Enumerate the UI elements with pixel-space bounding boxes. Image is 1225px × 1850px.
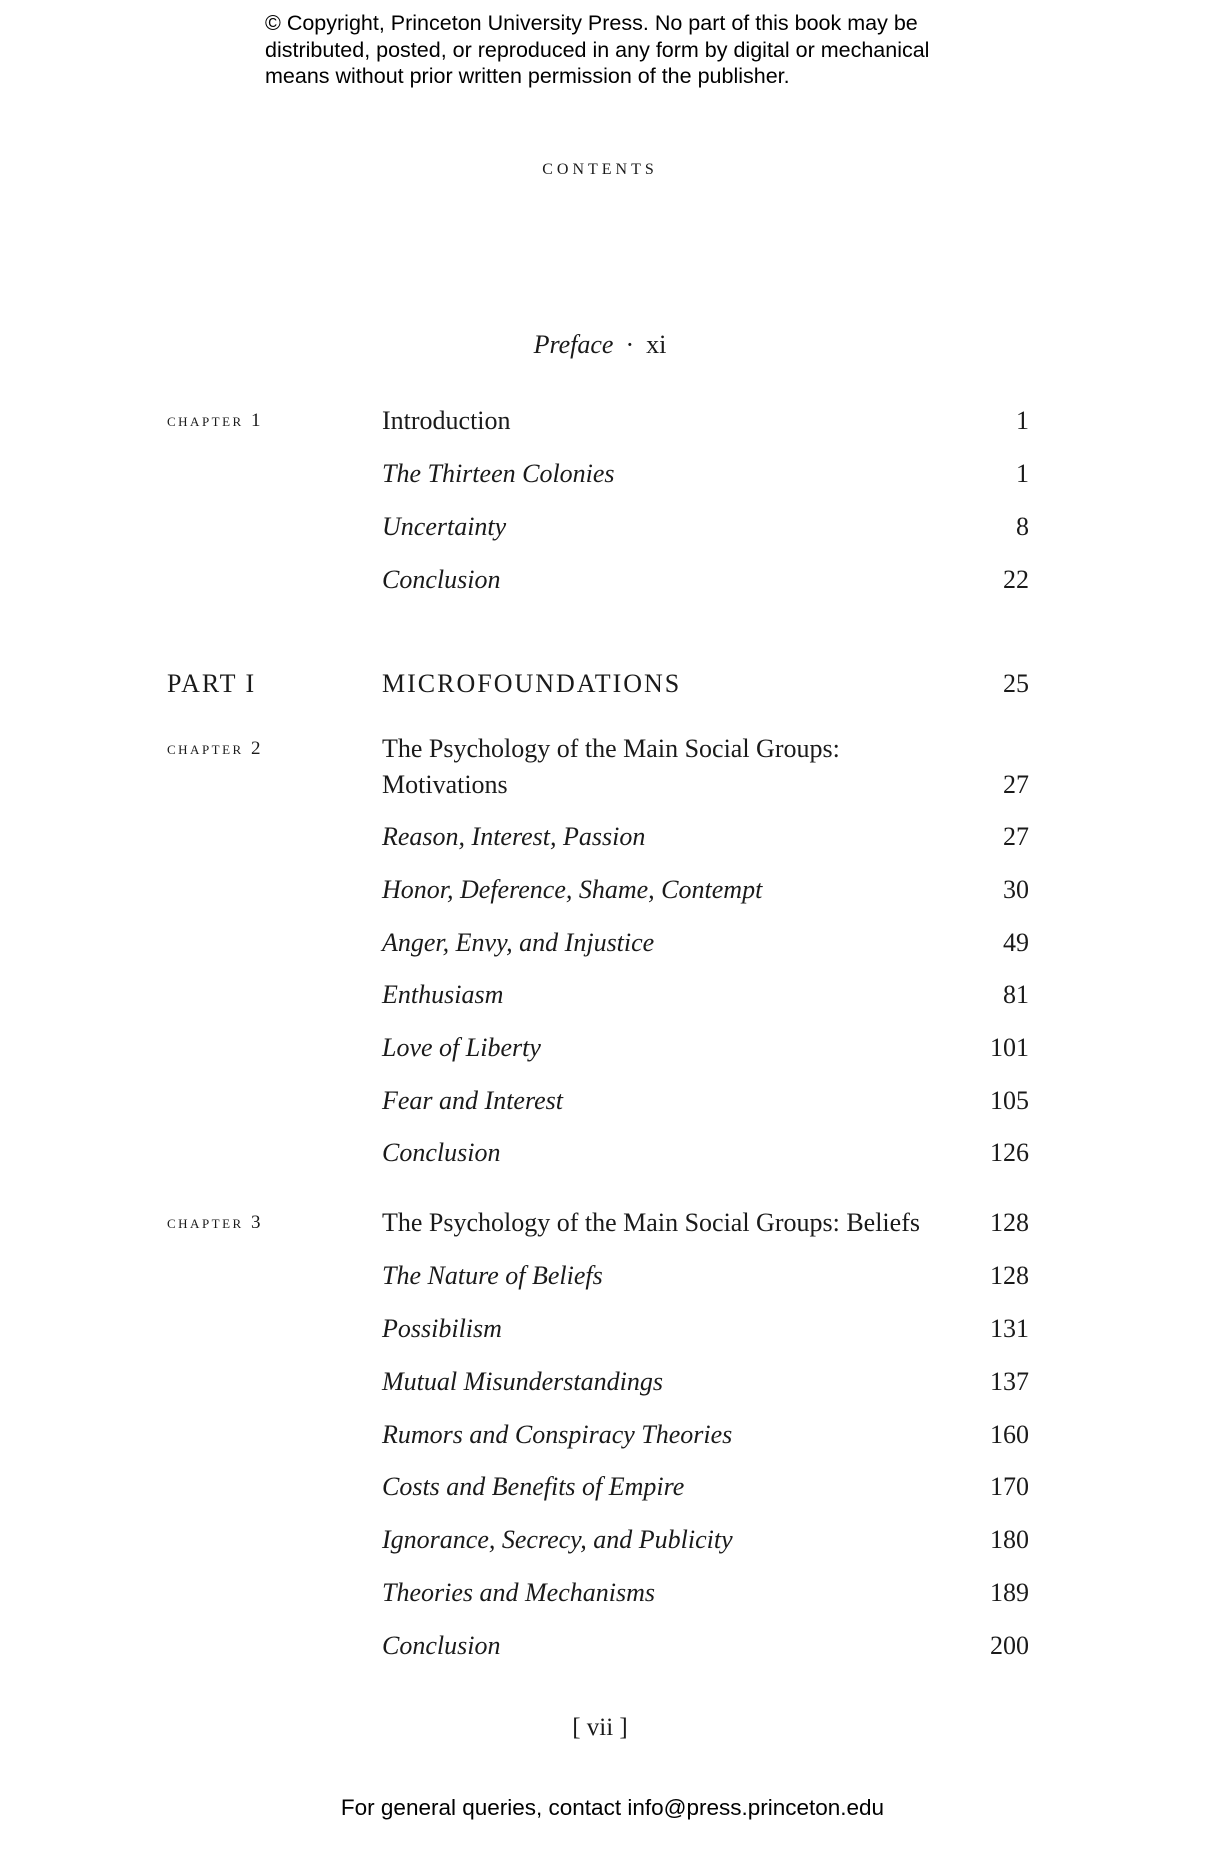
toc-preface-entry[interactable]: [0, 330, 1200, 360]
page-number: 1: [1016, 406, 1029, 435]
copyright-line: © Copyright, Princeton University Press. No part of this book may be: [265, 11, 918, 35]
chapter-title-line-1: The Psychology of the Main Social Groups:: [382, 734, 840, 763]
page-number: 27: [1003, 822, 1029, 851]
page-number: 30: [1003, 875, 1029, 904]
section-title: Anger, Envy, and Injustice: [382, 928, 655, 957]
section-title: Conclusion: [382, 1138, 501, 1167]
part-label: PART I: [167, 669, 257, 698]
chapter-title: Introduction: [382, 406, 511, 435]
copyright-notice: [265, 10, 985, 90]
page-number: 200: [990, 1631, 1029, 1660]
preface-separator: ·: [625, 330, 635, 359]
page-number: 105: [990, 1086, 1029, 1115]
section-title: The Nature of Beliefs: [382, 1261, 603, 1290]
page-number: 128: [990, 1208, 1029, 1237]
copyright-line: distributed, posted, or reproduced in any form by digital or mechanical: [265, 37, 930, 62]
chapter-label: chapter 3: [167, 1212, 263, 1233]
page-number: 137: [990, 1367, 1029, 1396]
section-title: Enthusiasm: [382, 980, 504, 1009]
page-number: 160: [990, 1420, 1029, 1449]
section-title: Love of Liberty: [382, 1033, 541, 1062]
page-number: 49: [1003, 928, 1029, 957]
section-title: The Thirteen Colonies: [382, 459, 615, 488]
page-number: 22: [1003, 565, 1029, 594]
section-title: Honor, Deference, Shame, Contempt: [382, 875, 763, 904]
section-title: Rumors and Conspiracy Theories: [382, 1420, 733, 1449]
section-title: Uncertainty: [382, 512, 507, 541]
chapter-label: chapter 2: [167, 738, 263, 759]
footer-contact: For general queries, contact info@press.princeton.edu: [340, 1795, 885, 1820]
page-number: 180: [990, 1525, 1029, 1554]
page-number: 27: [1003, 770, 1029, 799]
section-title: Mutual Misunderstandings: [382, 1367, 663, 1396]
copyright-line: means without prior written permission of the publisher.: [265, 64, 790, 88]
page-number: 1: [1016, 459, 1029, 488]
section-title: Possibilism: [382, 1314, 502, 1343]
page-number: 128: [990, 1261, 1029, 1290]
page-number: 101: [990, 1033, 1029, 1062]
preface-title: Preface: [533, 330, 614, 359]
section-title: Ignorance, Secrecy, and Publicity: [382, 1525, 733, 1554]
page-number: 126: [990, 1138, 1029, 1167]
part-title: MICROFOUNDATIONS: [382, 669, 682, 698]
chapter-title-line-2: Motivations: [382, 770, 508, 799]
page-number: 8: [1016, 512, 1029, 541]
section-title: Conclusion: [382, 1631, 501, 1660]
chapter-title: The Psychology of the Main Social Groups: Beliefs: [382, 1208, 920, 1237]
section-title: Fear and Interest: [382, 1086, 563, 1115]
page-folio: [ vii ]: [572, 1714, 628, 1741]
page-number: 170: [990, 1472, 1029, 1501]
section-title: Theories and Mechanisms: [382, 1578, 655, 1607]
section-title: Conclusion: [382, 565, 501, 594]
page-number: 25: [1003, 669, 1029, 698]
page-number: 189: [990, 1578, 1029, 1607]
page-title: contents: [542, 154, 658, 179]
page-number: 81: [1003, 980, 1029, 1009]
chapter-label: chapter 1: [167, 410, 263, 431]
section-title: Costs and Benefits of Empire: [382, 1472, 685, 1501]
section-title: Reason, Interest, Passion: [382, 822, 646, 851]
page-number: 131: [990, 1314, 1029, 1343]
preface-page: xi: [646, 330, 667, 359]
